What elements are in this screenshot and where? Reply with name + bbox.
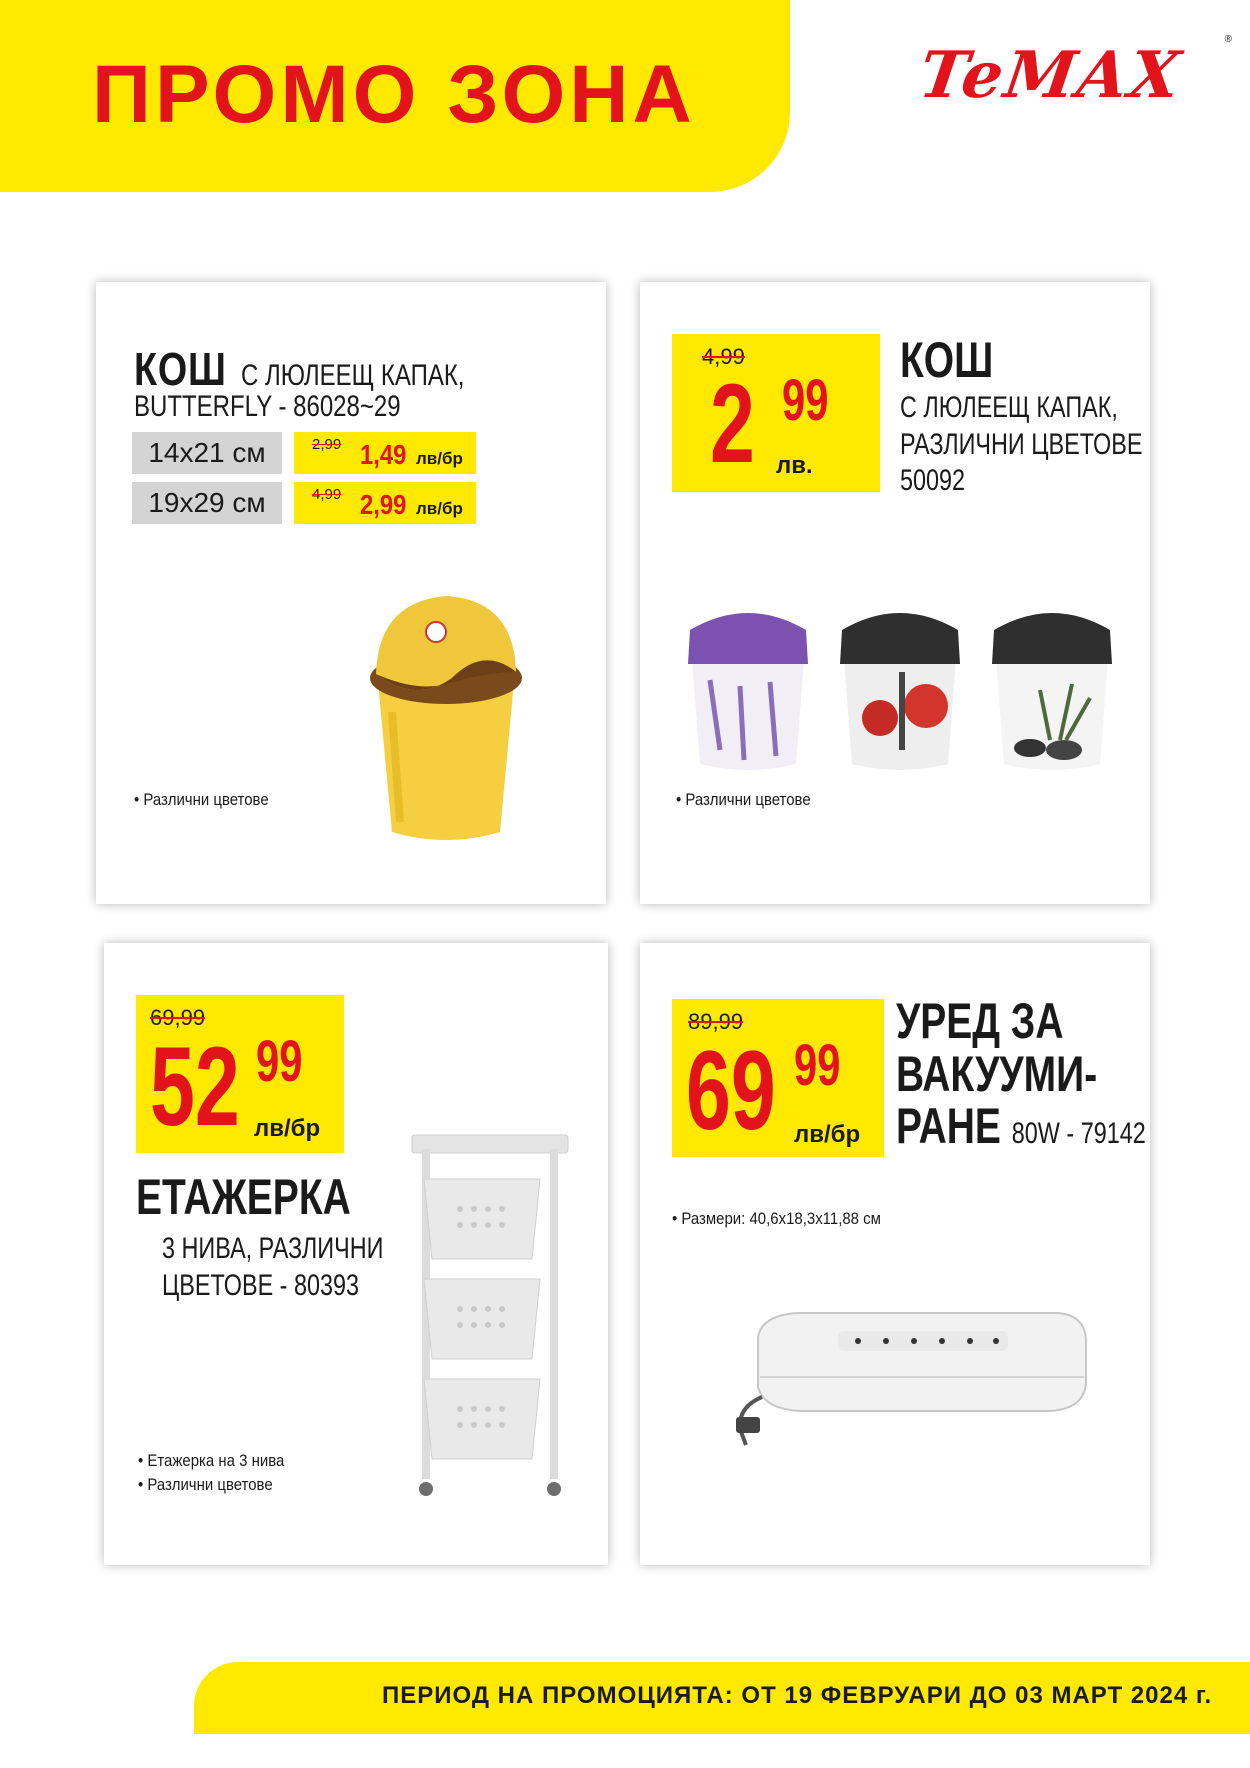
product-card-bin-50092[interactable] — [640, 282, 1150, 904]
name-line: ВАКУУМИ- — [896, 1045, 1098, 1102]
size-label: 19x29 см — [132, 482, 282, 524]
size-price-tag — [294, 432, 476, 474]
model-number: 80W - 79142 — [1011, 1117, 1146, 1150]
description-line: С ЛЮЛЕЕЩ КАПАК, — [900, 391, 1118, 424]
price-unit: лв/бр — [416, 499, 463, 518]
product-subtitle: С ЛЮЛЕЕЩ КАПАК, — [241, 359, 465, 392]
size-price-tag — [294, 482, 476, 524]
price-integer: 52 — [150, 1024, 240, 1149]
bullet-item: • Размери: 40,6x18,3x11,88 см — [672, 1209, 881, 1228]
product-card-vacuum-sealer[interactable] — [640, 943, 1150, 1565]
description-line: 3 НИВА, РАЗЛИЧНИ — [162, 1232, 384, 1265]
description-line: ЦВЕТОВЕ - 80393 — [162, 1268, 360, 1302]
product-model: BUTTERFLY - 86028~29 — [134, 390, 401, 423]
vacuum-sealer-image — [728, 1297, 1094, 1449]
price-unit: лв/бр — [794, 1121, 861, 1148]
product-description — [900, 390, 1142, 500]
price-integer: 2 — [710, 361, 755, 486]
page-title: ПРОМО ЗОНА — [92, 49, 696, 140]
name-line-text: РАНЕ — [896, 1098, 1001, 1154]
bullet-item: • Различни цветове — [138, 1475, 273, 1494]
price-badge — [136, 995, 344, 1153]
bullet-item: • Етажерка на 3 нива — [138, 1451, 285, 1470]
product-description — [162, 1231, 383, 1304]
description-line: 50092 — [900, 464, 966, 498]
price-unit: лв/бр — [254, 1115, 321, 1142]
product-name: КОШ — [134, 343, 227, 395]
old-price: 4,99 — [312, 486, 342, 503]
brand-logo[interactable]: TeMAX — [914, 38, 1187, 113]
old-price: 89,99 — [688, 1009, 744, 1034]
old-price: 69,99 — [150, 1005, 206, 1030]
price-decimal: 99 — [794, 1033, 841, 1098]
product-name — [896, 995, 1146, 1153]
bullet-item: • Различни цветове — [676, 790, 811, 809]
decorated-bins-image — [680, 600, 1120, 780]
price-badge — [672, 334, 880, 492]
size-price-row — [132, 482, 476, 524]
price-unit: лв. — [776, 452, 813, 479]
bullet-item: • Различни цветове — [134, 790, 269, 809]
product-name: ЕТАЖЕРКА — [136, 1169, 351, 1225]
size-price-row — [132, 432, 476, 474]
old-price: 4,99 — [702, 344, 745, 369]
size-label: 14x21 см — [132, 432, 282, 474]
price-integer: 69 — [686, 1028, 776, 1153]
new-price: 2,99 — [360, 489, 407, 520]
product-card-bin-butterfly[interactable] — [96, 282, 606, 904]
product-name: КОШ — [900, 332, 994, 388]
price-unit: лв/бр — [416, 449, 463, 468]
old-price: 2,99 — [312, 436, 342, 453]
name-line: УРЕД ЗА — [896, 993, 1064, 1049]
new-price: 1,49 — [360, 439, 407, 470]
price-decimal: 99 — [782, 368, 829, 433]
name-line — [896, 1100, 1146, 1153]
registered-mark: ® — [1224, 34, 1232, 45]
description-line: РАЗЛИЧНИ ЦВЕТОВЕ — [900, 427, 1143, 461]
price-decimal: 99 — [256, 1029, 303, 1094]
product-card-shelf[interactable] — [104, 943, 608, 1565]
price-badge — [672, 999, 884, 1157]
three-tier-shelf-image — [410, 1129, 570, 1501]
promo-period: ПЕРИОД НА ПРОМОЦИЯТА: ОТ 19 ФЕВРУАРИ ДО 03 МАРТ 2024 г. — [382, 1682, 1213, 1709]
yellow-bin-image — [356, 582, 536, 852]
